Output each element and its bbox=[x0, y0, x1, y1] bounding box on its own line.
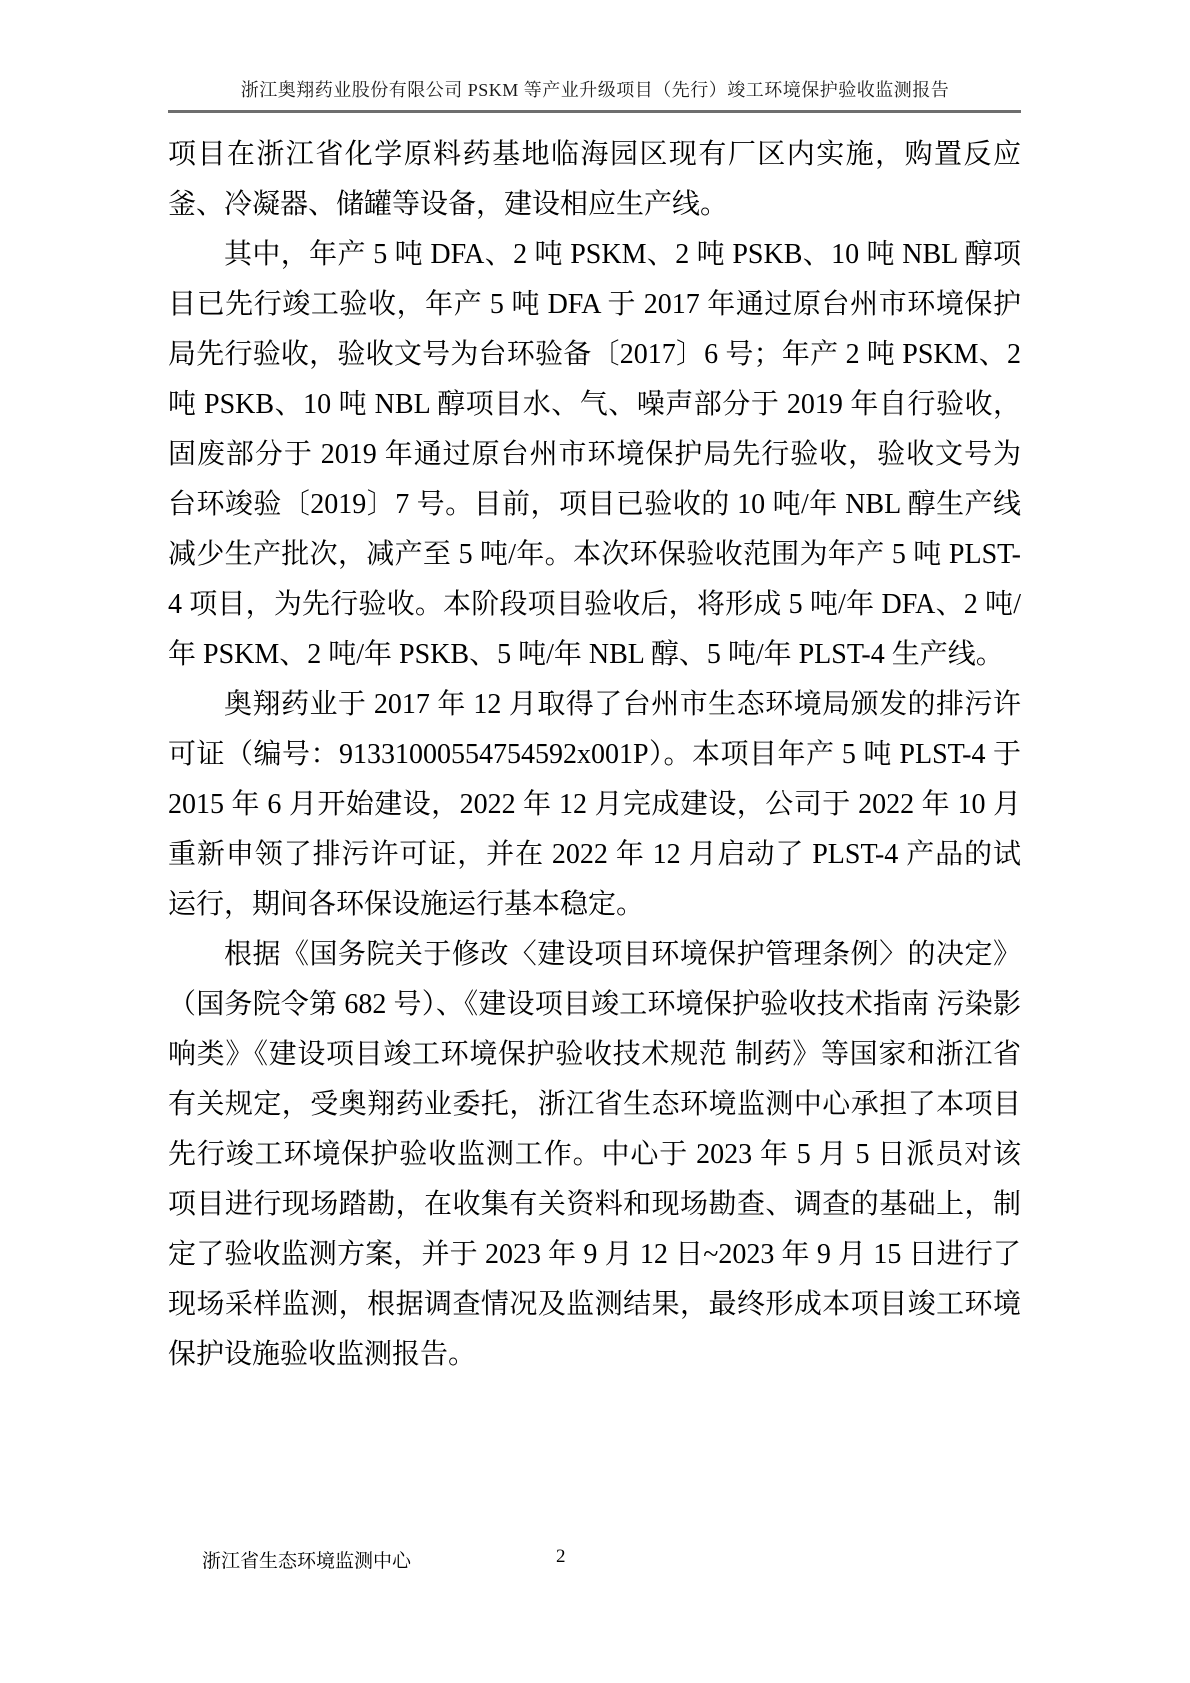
body-paragraph: 项目在浙江省化学原料药基地临海园区现有厂区内实施，购置反应釜、冷凝器、储罐等设备，建设相应生产线。 bbox=[168, 139, 1021, 220]
document-body bbox=[168, 130, 1021, 1380]
header-title: 浙江奥翔药业股份有限公司 PSKM 等产业升级项目（先行）竣工环境保护验收监测报告 bbox=[240, 80, 950, 100]
footer-organization: 浙江省生态环境监测中心 bbox=[202, 1551, 412, 1572]
body-paragraph: 其中，年产 5 吨 DFA、2 吨 PSKM、2 吨 PSKB、10 吨 NBL 醇项目已先行竣工验收，年产 5 吨 DFA 于 2017 年通过原台州市环境保护局先行验收，验收文号为台环验备〔2017〕6 号；年产 2 吨 PSKM、2 吨 PSKB、10 吨 NBL 醇项目水、气、噪声部分于 2019 年自行验收，固废部分于 2019 年通过原台州市环境保护局先行验收，验收文号为台环竣验〔2019〕7 号。目前，项目已验收的 10 吨/年 NBL 醇生产线减少生产批次，减产至 5 吨/年。本次环保验收范围为年产 5 吨 PLST-4 项目，为先行验收。本阶段项目验收后，将形成 5 吨/年 DFA、2 吨/年 PSKM、2 吨/年 PSKB、5 吨/年 NBL 醇、5 吨/年 PLST-4 生产线。 bbox=[168, 239, 1021, 670]
body-paragraph: 根据《国务院关于修改〈建设项目环境保护管理条例〉的决定》（国务院令第 682 号）、《建设项目竣工环境保护验收技术指南 污染影响类》《建设项目竣工环境保护验收技术规范 制药》等国家和浙江省有关规定，受奥翔药业委托，浙江省生态环境监测中心承担了本项目先行竣工环境保护验收监测工作。中心于 2023 年 5 月 5 日派员对该项目进行现场踏勘，在收集有关资料和现场勘查、调查的基础上，制定了验收监测方案，并于 2023 年 9 月 12 日~2023 年 9 月 15 日进行了现场采样监测，根据调查情况及监测结果，最终形成本项目竣工环境保护设施验收监测报告。 bbox=[168, 939, 1021, 1370]
footer-page-number: 2 bbox=[556, 1546, 566, 1567]
header-rule bbox=[168, 110, 1021, 113]
body-paragraph: 奥翔药业于 2017 年 12 月取得了台州市生态环境局颁发的排污许可证（编号：91331000554754592x001P）。本项目年产 5 吨 PLST-4 于 2015 年 6 月开始建设，2022 年 12 月完成建设，公司于 2022 年 10 月重新申领了排污许可证，并在 2022 年 12 月启动了 PLST-4 产品的试运行，期间各环保设施运行基本稳定。 bbox=[168, 689, 1021, 920]
